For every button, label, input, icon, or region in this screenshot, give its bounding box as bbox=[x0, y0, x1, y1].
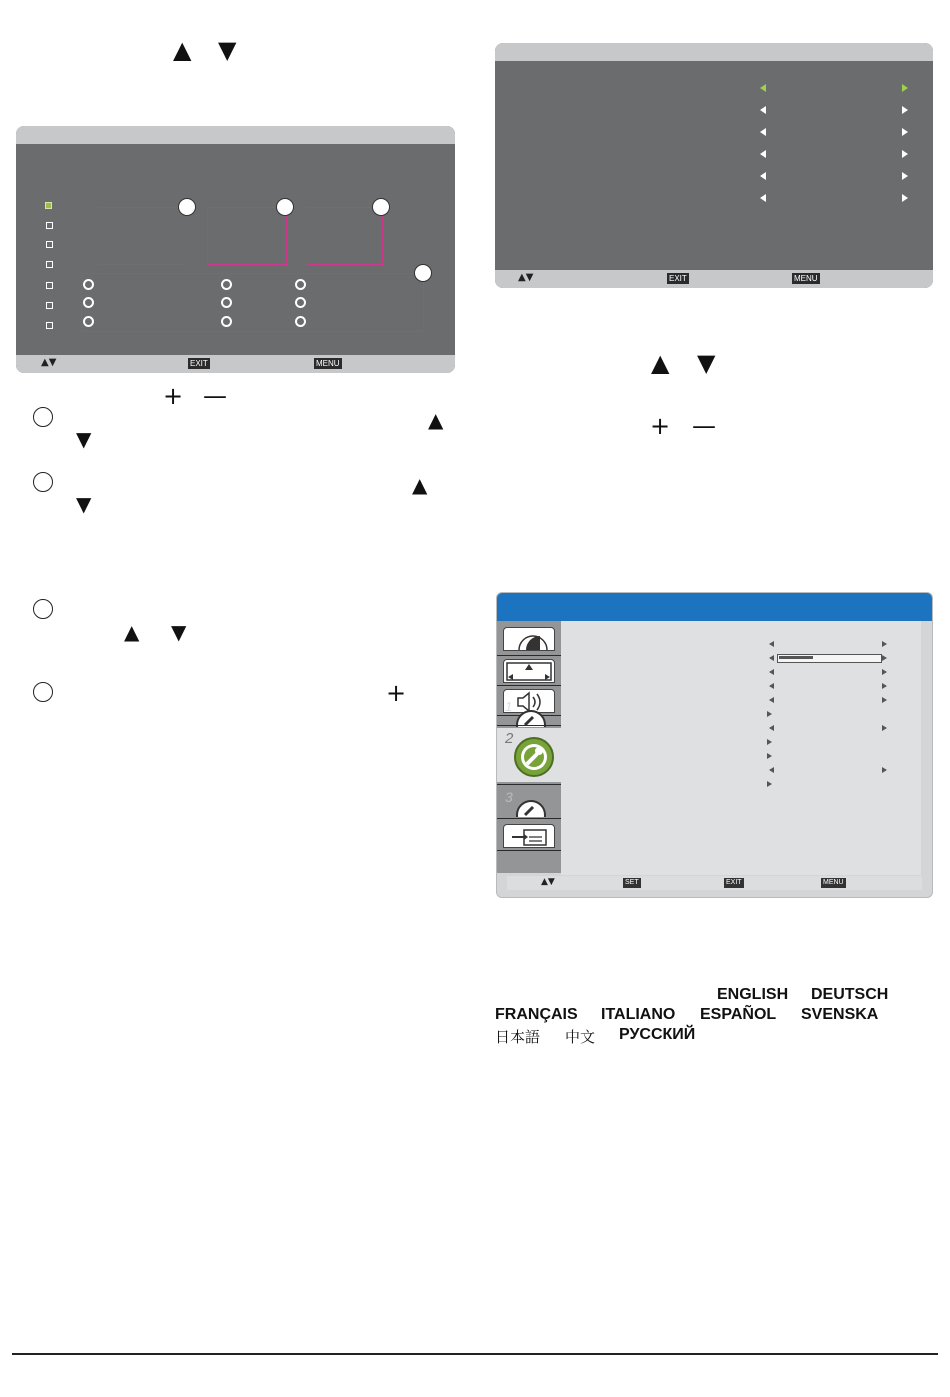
right-arrow-icon[interactable] bbox=[882, 725, 887, 731]
radio-icon[interactable] bbox=[295, 297, 306, 308]
right-arrow-icon[interactable] bbox=[882, 683, 887, 689]
exit-key[interactable]: EXIT bbox=[669, 274, 687, 283]
menu-footer bbox=[507, 876, 922, 890]
radio-icon[interactable] bbox=[83, 279, 94, 290]
right-arrow-icon[interactable] bbox=[882, 669, 887, 675]
up-arrow-symbol: ▲ bbox=[651, 349, 670, 377]
left-arrow-icon[interactable] bbox=[769, 655, 774, 661]
menu-title-bar bbox=[497, 593, 932, 621]
up-arrow-symbol: ▲ bbox=[124, 620, 140, 644]
callout-badge bbox=[276, 198, 294, 216]
plus-symbol: + bbox=[650, 412, 671, 440]
settings-2-tab[interactable]: 2 bbox=[497, 728, 561, 782]
callout-box-2 bbox=[207, 207, 287, 265]
left-arrow-icon[interactable] bbox=[769, 683, 774, 689]
left-arrow-icon[interactable] bbox=[760, 128, 766, 136]
up-arrow-symbol: ▲ bbox=[428, 408, 444, 432]
down-arrow-symbol: ▼ bbox=[171, 620, 187, 644]
settings-1-icon[interactable]: 1 bbox=[503, 699, 555, 725]
right-arrow-icon[interactable] bbox=[902, 106, 908, 114]
nav-keys-label: ▲▼ bbox=[541, 877, 555, 887]
radio-icon[interactable] bbox=[221, 297, 232, 308]
left-arrow-icon[interactable] bbox=[760, 150, 766, 158]
radio-icon[interactable] bbox=[221, 316, 232, 327]
right-arrow-icon[interactable] bbox=[882, 641, 887, 647]
radio-icon[interactable] bbox=[295, 279, 306, 290]
language-italiano: ITALIANO bbox=[601, 1006, 676, 1023]
menu-category-column bbox=[497, 621, 561, 873]
checkbox-icon[interactable] bbox=[46, 241, 53, 248]
up-arrow-symbol: ▲ bbox=[173, 36, 192, 64]
step-circle-4 bbox=[33, 682, 53, 702]
osd-settings-menu bbox=[496, 592, 933, 898]
osd-panel-adjust bbox=[495, 43, 933, 288]
callout-box-1 bbox=[99, 207, 188, 265]
plus-symbol: + bbox=[386, 679, 407, 707]
language-espanol: ESPAÑOL bbox=[700, 1006, 777, 1023]
nav-keys-label: ▲▼ bbox=[518, 272, 534, 283]
osd-title-bar bbox=[16, 126, 455, 144]
language-russian: РУССКИЙ bbox=[619, 1026, 696, 1043]
menu-content-area bbox=[561, 621, 921, 875]
left-arrow-icon[interactable] bbox=[769, 697, 774, 703]
checkbox-icon[interactable] bbox=[46, 222, 53, 229]
gear-wrench-icon bbox=[511, 734, 557, 780]
radio-icon[interactable] bbox=[83, 316, 94, 327]
checkbox-icon[interactable] bbox=[46, 322, 53, 329]
menu-key[interactable]: MENU bbox=[823, 879, 844, 886]
submenu-arrow-icon[interactable] bbox=[767, 711, 772, 717]
level-slider-fill bbox=[779, 656, 813, 659]
settings-3-icon[interactable]: 3 bbox=[503, 789, 555, 817]
set-key[interactable]: SET bbox=[625, 879, 639, 886]
checkbox-icon[interactable] bbox=[45, 202, 52, 209]
right-arrow-icon[interactable] bbox=[882, 697, 887, 703]
radio-icon[interactable] bbox=[83, 297, 94, 308]
callout-badge bbox=[178, 198, 196, 216]
picture-icon[interactable] bbox=[503, 627, 555, 651]
callout-box-3 bbox=[307, 207, 383, 265]
plus-symbol: + bbox=[163, 382, 184, 410]
exit-key[interactable]: EXIT bbox=[726, 879, 742, 886]
exit-key[interactable]: EXIT bbox=[190, 359, 208, 368]
language-chinese: 中文 bbox=[565, 1028, 596, 1046]
screen-icon[interactable] bbox=[503, 659, 555, 683]
right-arrow-icon[interactable] bbox=[882, 655, 887, 661]
level-slider[interactable] bbox=[777, 654, 882, 663]
callout-box-4 bbox=[81, 273, 424, 332]
left-arrow-icon[interactable] bbox=[769, 641, 774, 647]
menu-key[interactable]: MENU bbox=[316, 359, 340, 368]
right-arrow-icon[interactable] bbox=[902, 150, 908, 158]
language-english: ENGLISH bbox=[717, 986, 789, 1003]
step-circle-3 bbox=[33, 599, 53, 619]
language-japanese: 日本語 bbox=[495, 1028, 541, 1046]
right-arrow-icon[interactable] bbox=[902, 84, 908, 92]
down-arrow-symbol: ▼ bbox=[697, 349, 716, 377]
right-arrow-icon[interactable] bbox=[902, 128, 908, 136]
osd-footer bbox=[495, 270, 933, 288]
checkbox-icon[interactable] bbox=[46, 261, 53, 268]
left-arrow-icon[interactable] bbox=[760, 194, 766, 202]
callout-badge bbox=[414, 264, 432, 282]
osd-panel-selection bbox=[16, 126, 455, 373]
step-circle-1 bbox=[33, 407, 53, 427]
checkbox-icon[interactable] bbox=[46, 282, 53, 289]
minus-symbol: — bbox=[692, 412, 716, 440]
submenu-arrow-icon[interactable] bbox=[767, 753, 772, 759]
footer-rule bbox=[12, 1353, 938, 1355]
osd-title-bar bbox=[495, 43, 933, 61]
input-source-icon[interactable] bbox=[503, 824, 555, 848]
left-arrow-icon[interactable] bbox=[760, 172, 766, 180]
right-arrow-icon[interactable] bbox=[902, 172, 908, 180]
callout-badge bbox=[372, 198, 390, 216]
language-deutsch: DEUTSCH bbox=[811, 986, 889, 1003]
submenu-arrow-icon[interactable] bbox=[767, 739, 772, 745]
down-arrow-symbol: ▼ bbox=[218, 36, 237, 64]
left-arrow-icon[interactable] bbox=[760, 106, 766, 114]
right-arrow-icon[interactable] bbox=[902, 194, 908, 202]
nav-keys-label: ▲▼ bbox=[41, 357, 57, 368]
left-arrow-icon[interactable] bbox=[769, 725, 774, 731]
down-arrow-symbol: ▼ bbox=[76, 427, 92, 451]
left-arrow-icon[interactable] bbox=[769, 767, 774, 773]
menu-key[interactable]: MENU bbox=[794, 274, 818, 283]
down-arrow-symbol: ▼ bbox=[76, 492, 92, 516]
osd-footer bbox=[16, 355, 455, 373]
submenu-arrow-icon[interactable] bbox=[767, 781, 772, 787]
left-arrow-icon[interactable] bbox=[760, 84, 766, 92]
left-arrow-icon[interactable] bbox=[769, 669, 774, 675]
minus-symbol: — bbox=[203, 382, 227, 410]
right-arrow-icon[interactable] bbox=[882, 767, 887, 773]
radio-icon[interactable] bbox=[295, 316, 306, 327]
checkbox-icon[interactable] bbox=[46, 302, 53, 309]
radio-icon[interactable] bbox=[221, 279, 232, 290]
language-francais: FRANÇAIS bbox=[495, 1006, 578, 1023]
step-circle-2 bbox=[33, 472, 53, 492]
up-arrow-symbol: ▲ bbox=[412, 473, 428, 497]
language-svenska: SVENSKA bbox=[801, 1006, 879, 1023]
